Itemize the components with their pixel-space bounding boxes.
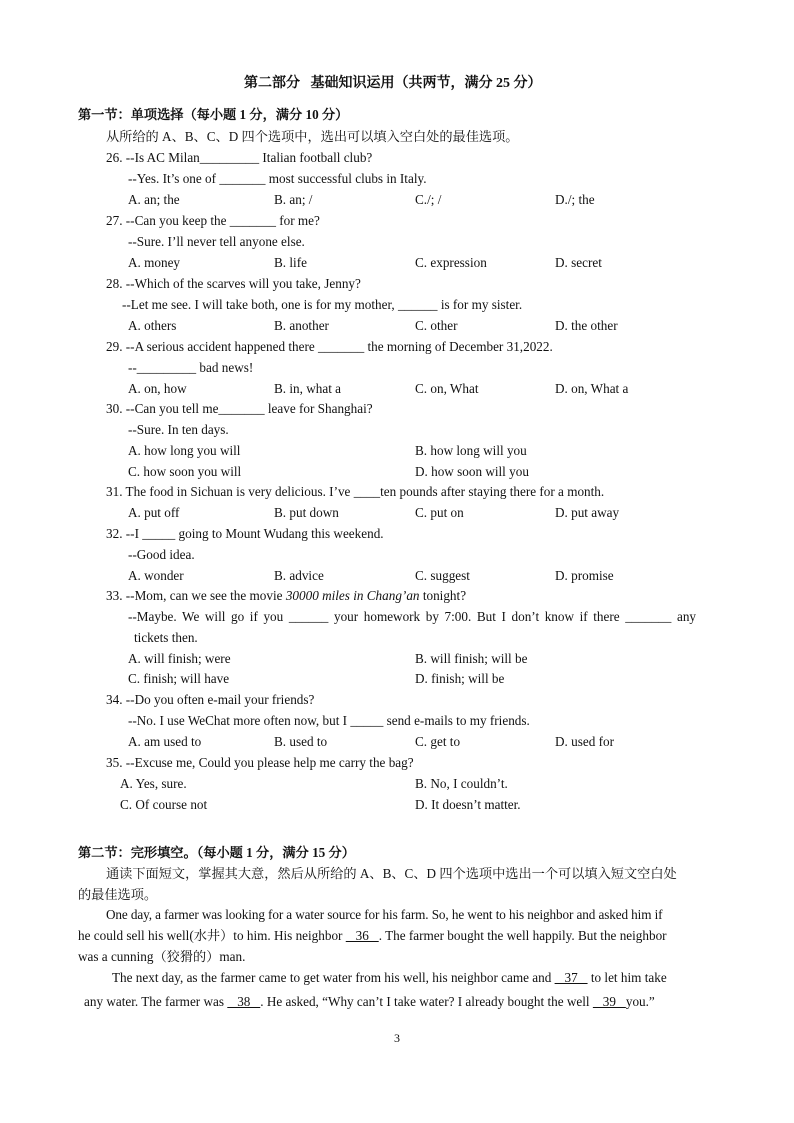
q31-option-b: B. put down [274, 505, 339, 520]
q31-option-c: C. put on [415, 505, 464, 520]
section2-heading: 第二节：完形填空。（每小题 1 分，满分 15 分） [78, 845, 355, 860]
passage-p2-line2 [84, 994, 655, 1010]
passage-p1-line2 [78, 928, 667, 944]
passage-p1-line1: One day, a farmer was looking for a water source for his farm. So, he went to his neighbor and asked him if [106, 907, 663, 922]
q28-line1: 28. --Which of the scarves will you take, Jenny? [106, 276, 361, 291]
q29-option-a: A. on, how [128, 381, 187, 396]
q28-option-c: C. other [415, 318, 458, 333]
q33-option-b: B. will finish; will be [415, 651, 528, 666]
q28-option-a: A. others [128, 318, 177, 333]
q29-option-c: C. on, What [415, 381, 479, 396]
q34-option-b: B. used to [274, 734, 328, 749]
q28-line2: --Let me see. I will take both, one is for my mother, ______ is for my sister. [122, 297, 523, 312]
blank-37: 37 [554, 970, 588, 985]
q27-line1: 27. --Can you keep the _______ for me? [106, 213, 320, 228]
q35-option-a: A. Yes, sure. [120, 776, 187, 791]
q33-option-d: D. finish; will be [415, 671, 505, 686]
passage-p2-line2-mid: . He asked, “Why can’t I take water? I already bought the well [260, 994, 593, 1009]
q30-option-b: B. how long will you [415, 443, 527, 458]
q35-line1: 35. --Excuse me, Could you please help me carry the bag? [106, 755, 414, 770]
q30-line1: 30. --Can you tell me_______ leave for Shanghai? [106, 401, 373, 416]
q29-line2: --_________ bad news! [128, 360, 254, 375]
q32-option-a: A. wonder [128, 568, 184, 583]
q28-option-d: D. the other [555, 318, 618, 333]
q26-line2: --Yes. It’s one of _______ most successful clubs in Italy. [128, 171, 427, 186]
q33-line1-start: 33. --Mom, can we see the movie [106, 588, 286, 603]
q33-line1 [106, 588, 466, 604]
q35-option-b: B. No, I couldn’t. [415, 776, 508, 791]
q32-option-d: D. promise [555, 568, 614, 583]
q26-option-c: C./; / [415, 192, 442, 207]
q26-line1: 26. --Is AC Milan_________ Italian football club? [106, 150, 373, 165]
q27-option-d: D. secret [555, 255, 602, 270]
q30-option-d: D. how soon will you [415, 464, 529, 479]
section1-heading: 第一节：单项选择（每小题 1 分，满分 10 分） [78, 107, 349, 122]
q30-option-c: C. how soon you will [128, 464, 242, 479]
q33-line2: --Maybe. We will go if you ______ your homework by 7:00. But I don’t know if there _______ any [128, 609, 697, 624]
q32-option-b: B. advice [274, 568, 324, 583]
q29-line1: 29. --A serious accident happened there _______ the morning of December 31,2022. [106, 339, 553, 354]
q35-option-c: C. Of course not [120, 797, 208, 812]
q27-option-c: C. expression [415, 255, 487, 270]
passage-p2-line1 [112, 970, 667, 986]
section2-instruction-line1: 通读下面短文，掌握其大意，然后从所给的 A、B、C、D 四个选项中选出一个可以填入短文空白处 [106, 866, 677, 881]
q31-option-a: A. put off [128, 505, 180, 520]
blank-39: 39 [592, 994, 626, 1009]
q27-option-a: A. money [128, 255, 181, 270]
q26-option-a: A. an; the [128, 192, 180, 207]
q35-option-d: D. It doesn’t matter. [415, 797, 521, 812]
blank-38: 38 [227, 994, 261, 1009]
q29-option-b: B. in, what a [274, 381, 342, 396]
q33-movie-title: 30000 miles in Chang’an [285, 588, 420, 603]
page-number: 3 [394, 1031, 400, 1045]
q33-option-a: A. will finish; were [128, 651, 231, 666]
q34-option-a: A. am used to [128, 734, 202, 749]
passage-p1-line2-end: . The farmer bought the well happily. But the neighbor [378, 928, 667, 943]
blank-36: 36 [345, 928, 379, 943]
section1-instruction: 从所给的 A、B、C、D 四个选项中，选出可以填入空白处的最佳选项。 [106, 129, 519, 144]
passage-p2-line2-end: you.” [625, 994, 655, 1009]
q32-line1: 32. --I _____ going to Mount Wudang this weekend. [106, 526, 384, 541]
q26-option-b: B. an; / [274, 192, 313, 207]
q34-line1: 34. --Do you often e-mail your friends? [106, 692, 315, 707]
q34-option-c: C. get to [415, 734, 461, 749]
q28-option-b: B. another [274, 318, 329, 333]
q34-option-d: D. used for [555, 734, 614, 749]
part-title: 第二部分 基础知识运用（共两节，满分 25 分） [244, 76, 542, 91]
q34-line2: --No. I use WeChat more often now, but I _____ send e-mails to my friends. [128, 713, 530, 728]
q31-line1: 31. The food in Sichuan is very delicious. I’ve ____ten pounds after staying there for a month. [106, 484, 605, 499]
q33-line1-end: tonight? [419, 588, 467, 603]
passage-p1-line3: was a cunning（狡猾的）man. [78, 949, 246, 964]
q33-option-c: C. finish; will have [128, 671, 230, 686]
q27-line2: --Sure. I’ll never tell anyone else. [128, 234, 305, 249]
q30-line2: --Sure. In ten days. [128, 422, 229, 437]
passage-p2-line2-start: any water. The farmer was [84, 994, 228, 1009]
section2-instruction-line2: 的最佳选项。 [78, 887, 158, 902]
q30-option-a: A. how long you will [128, 443, 241, 458]
q27-option-b: B. life [274, 255, 307, 270]
passage-p2-line1-start: The next day, as the farmer came to get water from his well, his neighbor came and [112, 970, 555, 985]
q33-line3: tickets then. [134, 630, 198, 645]
passage-p2-line1-end: to let him take [587, 970, 667, 985]
q32-line2: --Good idea. [128, 547, 195, 562]
q29-option-d: D. on, What a [555, 381, 629, 396]
passage-p1-line2-start: he could sell his well(水井）to him. His neighbor [78, 928, 346, 943]
q32-option-c: C. suggest [415, 568, 470, 583]
q26-option-d: D./; the [555, 192, 595, 207]
q31-option-d: D. put away [555, 505, 620, 520]
